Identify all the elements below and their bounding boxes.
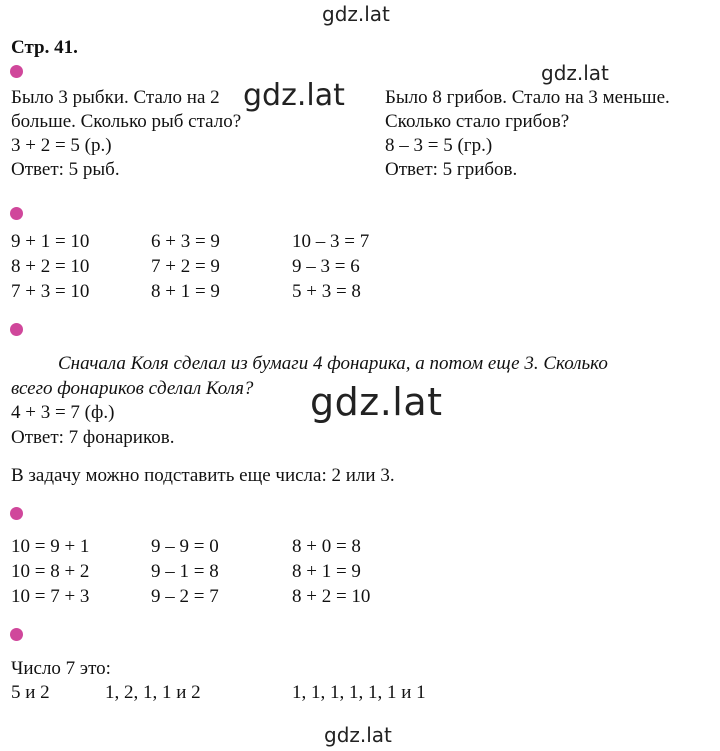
bullet-icon [10,65,23,78]
task1-left-line3: 3 + 2 = 5 (р.) [11,135,112,156]
bullet-icon [10,207,23,220]
bullet-icon [10,323,23,336]
bullet-icon [10,507,23,520]
task2-col2-row3: 8 + 1 = 9 [151,281,220,302]
task2-col1-row1: 9 + 1 = 10 [11,231,90,252]
task1-left-line2: больше. Сколько рыб стало? [11,111,242,132]
task2-col2-row2: 7 + 2 = 9 [151,256,220,277]
task2-col2-row1: 6 + 3 = 9 [151,231,220,252]
task5-heading: Число 7 это: [11,658,111,679]
task4-col3-row3: 8 + 2 = 10 [292,586,371,607]
task4-col1-row2: 10 = 8 + 2 [11,561,90,582]
task2-col3-row2: 9 – 3 = 6 [292,256,360,277]
task1-right-line4: Ответ: 5 грибов. [385,159,518,180]
task4-col2-row2: 9 – 1 = 8 [151,561,219,582]
watermark-top: gdz.lat [322,2,390,26]
task3-answer: Ответ: 7 фонариков. [11,427,175,448]
task3-problem-line2: всего фонариков сделал Коля? [11,378,254,399]
task1-right-line2: Сколько стало грибов? [385,111,570,132]
task1-right-line3: 8 – 3 = 5 (гр.) [385,135,493,156]
task1-left-line1: Было 3 рыбки. Стало на 2 [11,87,220,108]
task4-col3-row2: 8 + 1 = 9 [292,561,361,582]
task3-note: В задачу можно подставить еще числа: 2 или 3. [11,465,395,486]
task4-col2-row1: 9 – 9 = 0 [151,536,219,557]
task4-col1-row1: 10 = 9 + 1 [11,536,90,557]
task4-col3-row1: 8 + 0 = 8 [292,536,361,557]
task4-col1-row3: 10 = 7 + 3 [11,586,90,607]
task2-col1-row2: 8 + 2 = 10 [11,256,90,277]
task5-item-1: 5 и 2 [11,682,50,703]
task2-col3-row1: 10 – 3 = 7 [292,231,370,252]
task2-col1-row3: 7 + 3 = 10 [11,281,90,302]
task1-left-line4: Ответ: 5 рыб. [11,159,120,180]
task5-item-2: 1, 2, 1, 1 и 2 [105,682,201,703]
bullet-icon [10,628,23,641]
task1-right-line1: Было 8 грибов. Стало на 3 меньше. [385,87,670,108]
task5-item-3: 1, 1, 1, 1, 1, 1 и 1 [292,682,426,703]
watermark-center: gdz.lat [310,380,443,424]
page-label: Стр. 41. [11,37,78,58]
watermark-inline: gdz.lat [243,78,345,113]
task3-problem-line1: Сначала Коля сделал из бумаги 4 фонарика, а потом еще 3. Сколько [58,353,608,374]
task3-solution: 4 + 3 = 7 (ф.) [11,402,115,423]
task2-col3-row3: 5 + 3 = 8 [292,281,361,302]
watermark-bottom: gdz.lat [324,723,392,747]
watermark-right: gdz.lat [541,61,609,85]
task4-col2-row3: 9 – 2 = 7 [151,586,219,607]
